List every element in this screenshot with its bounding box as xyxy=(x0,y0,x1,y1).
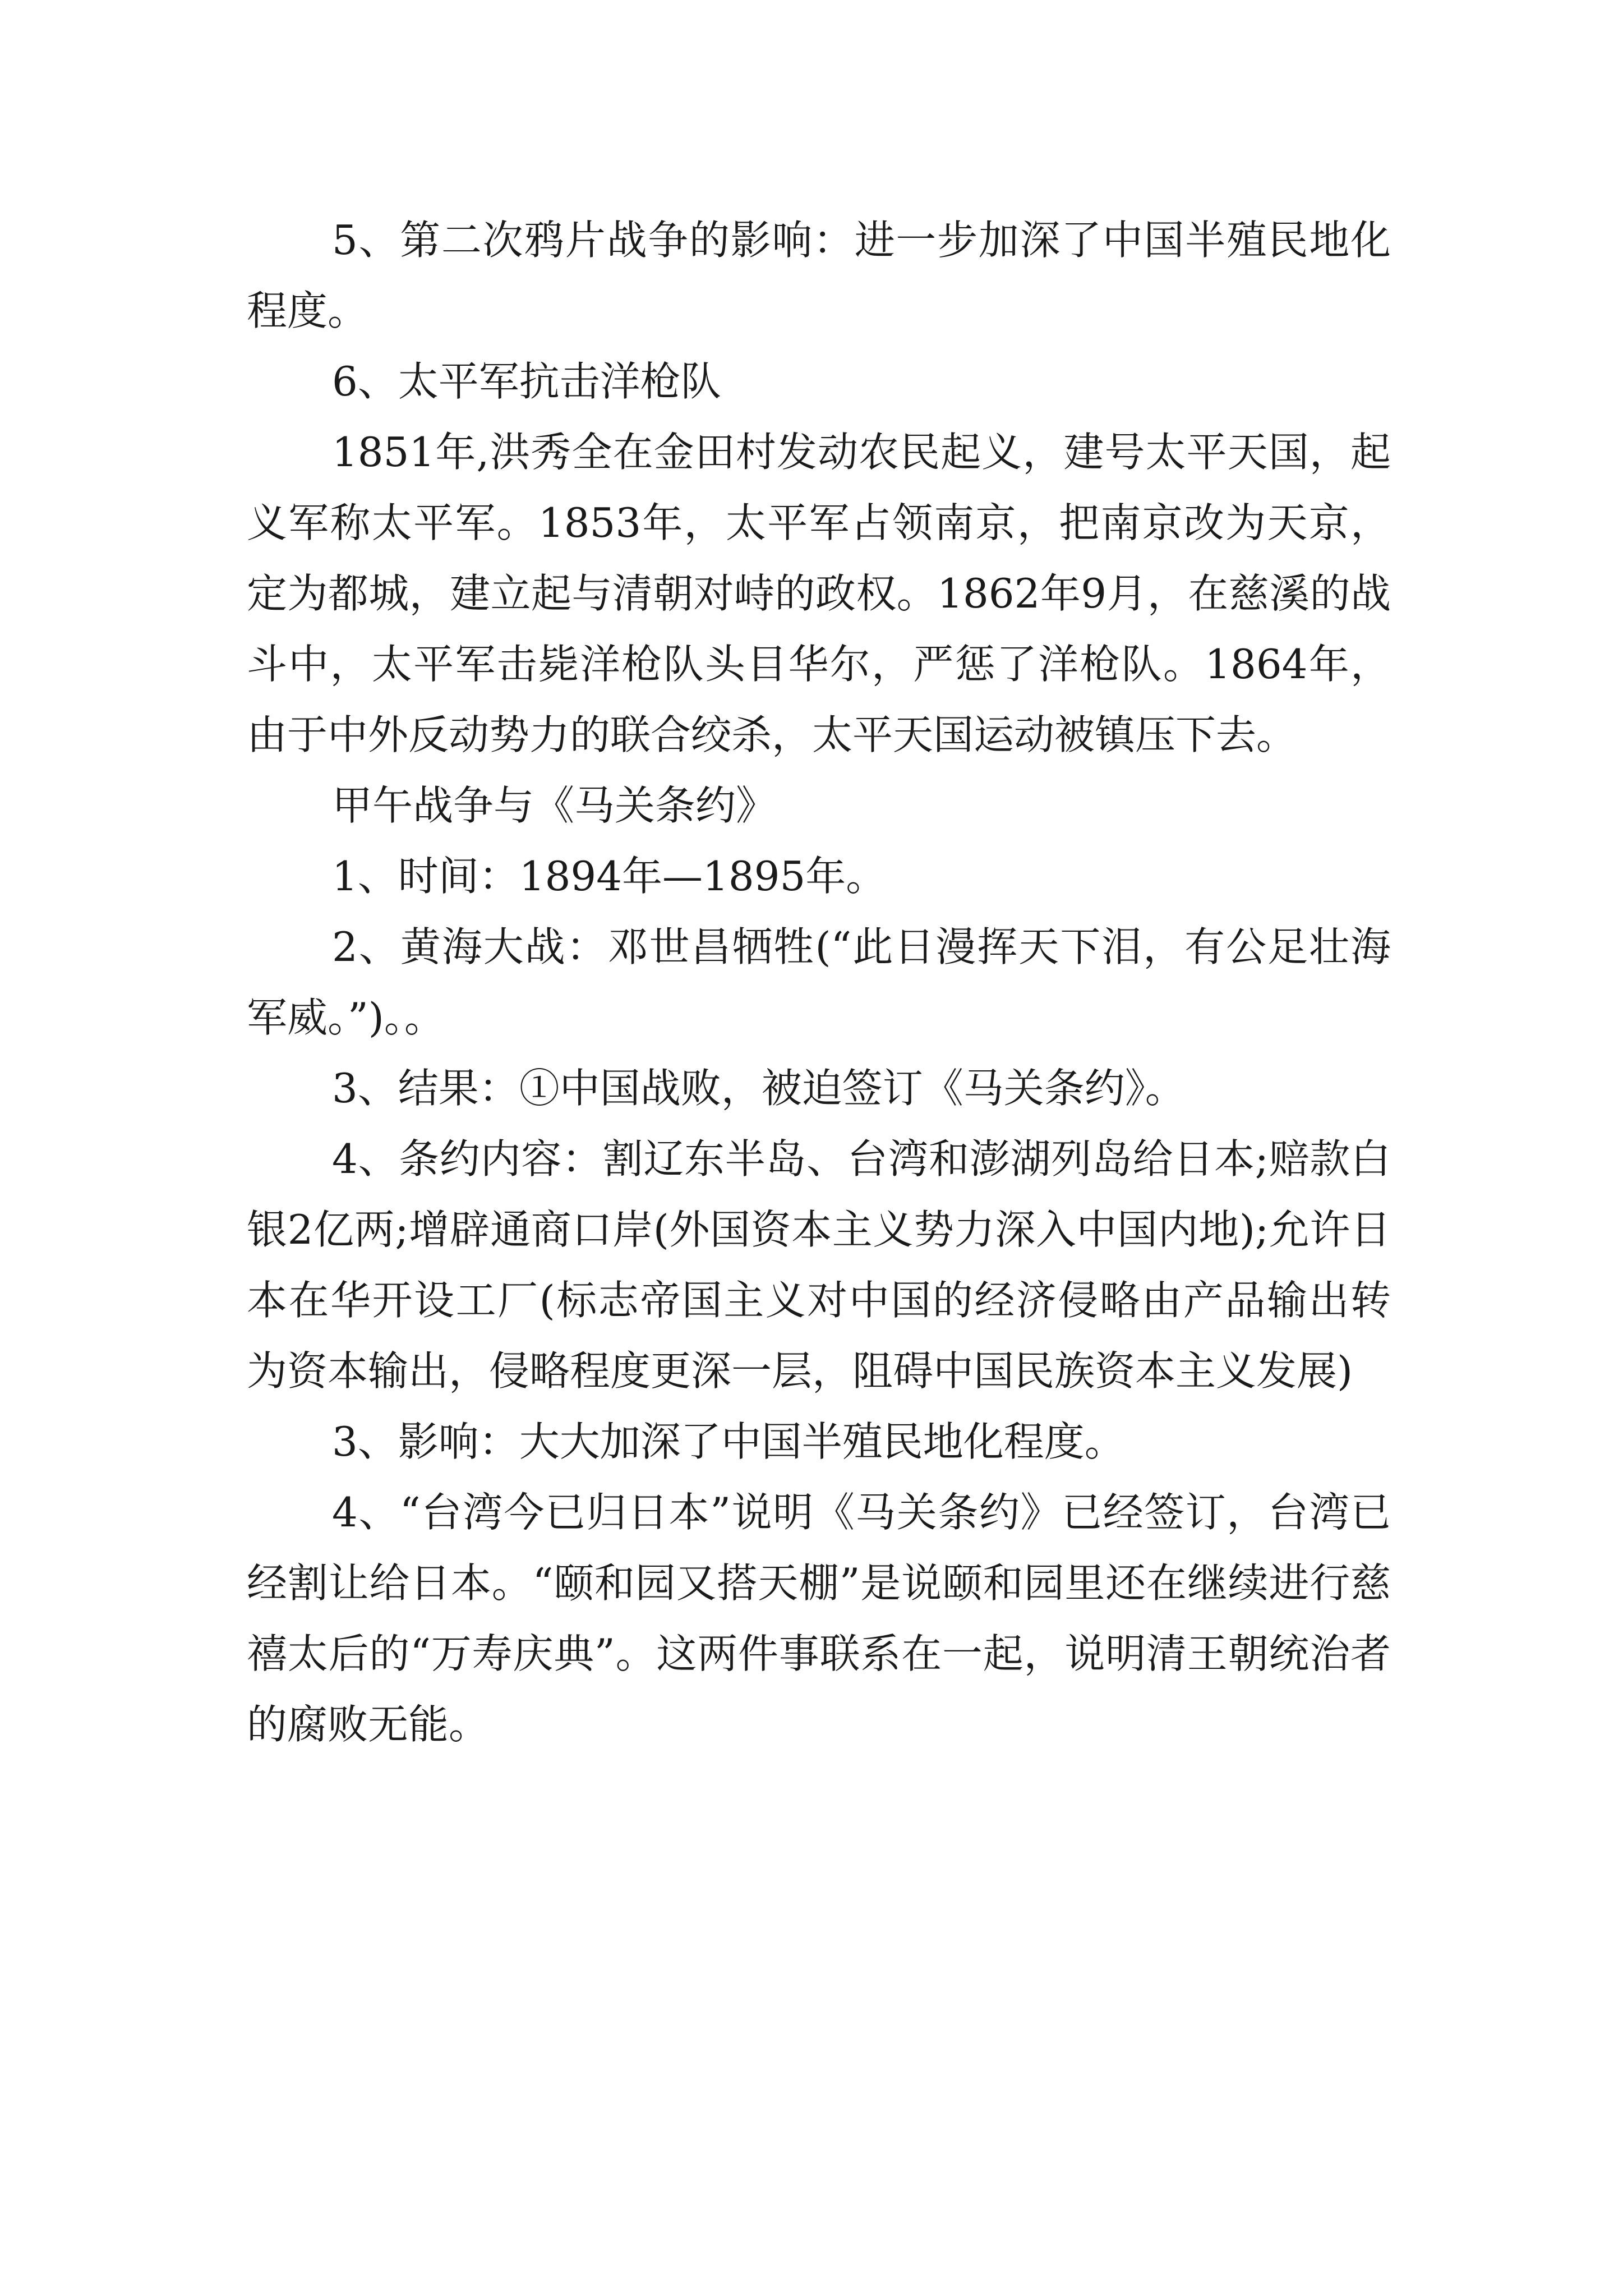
paragraph-taiping-history: 1851年,洪秀全在金田村发动农民起义，建号太平天国，起义军称太平军。1853年，太平军占领南京，把南京改为天京，定为都城，建立起与清朝对峙的政权。1862年9月，在慈溪的战斗中，太平军击毙洋枪队头目华尔，严惩了洋枪队。1864年，由于中外反动势力的联合绞杀，太平天国运动被镇压下去。 xyxy=(247,429,1391,758)
paragraph-taiping-heading: 6、太平军抗击洋枪队 xyxy=(332,358,721,405)
paragraph-treaty-impact: 3、影响：大大加深了中国半殖民地化程度。 xyxy=(332,1418,1125,1465)
document-body xyxy=(247,205,1391,1760)
paragraph-treaty-contents: 4、条约内容：割辽东半岛、台湾和澎湖列岛给日本;赔款白银2亿两;增辟通商口岸(外国资本主义势力深入中国内地);允许日本在华开设工厂(标志帝国主义对中国的经济侵略由产品输出转为资本输出，侵略程度更深一层，阻碍中国民族资本主义发展) xyxy=(247,1135,1391,1395)
paragraph-yellow-sea-battle: 2、黄海大战：邓世昌牺牲(“此日漫挥天下泪，有公足壮海军威。”)。。 xyxy=(247,923,1391,1041)
paragraph-second-opium-war-impact: 5、第二次鸦片战争的影响：进一步加深了中国半殖民地化程度。 xyxy=(247,217,1391,334)
paragraph-war-time: 1、时间：1894年—1895年。 xyxy=(332,853,887,900)
paragraph-sino-japanese-war-heading: 甲午战争与《马关条约》 xyxy=(332,782,777,829)
paragraph-taiwan-summer-palace: 4、“台湾今已归日本”说明《马关条约》已经签订，台湾已经割让给日本。“颐和园又搭天棚”是说颐和园里还在继续进行慈禧太后的“万寿庆典”。这两件事联系在一起，说明清王朝统治者的腐败无能。 xyxy=(247,1489,1391,1748)
paragraph-war-result: 3、结果：①中国战败，被迫签订《马关条约》。 xyxy=(332,1065,1186,1112)
